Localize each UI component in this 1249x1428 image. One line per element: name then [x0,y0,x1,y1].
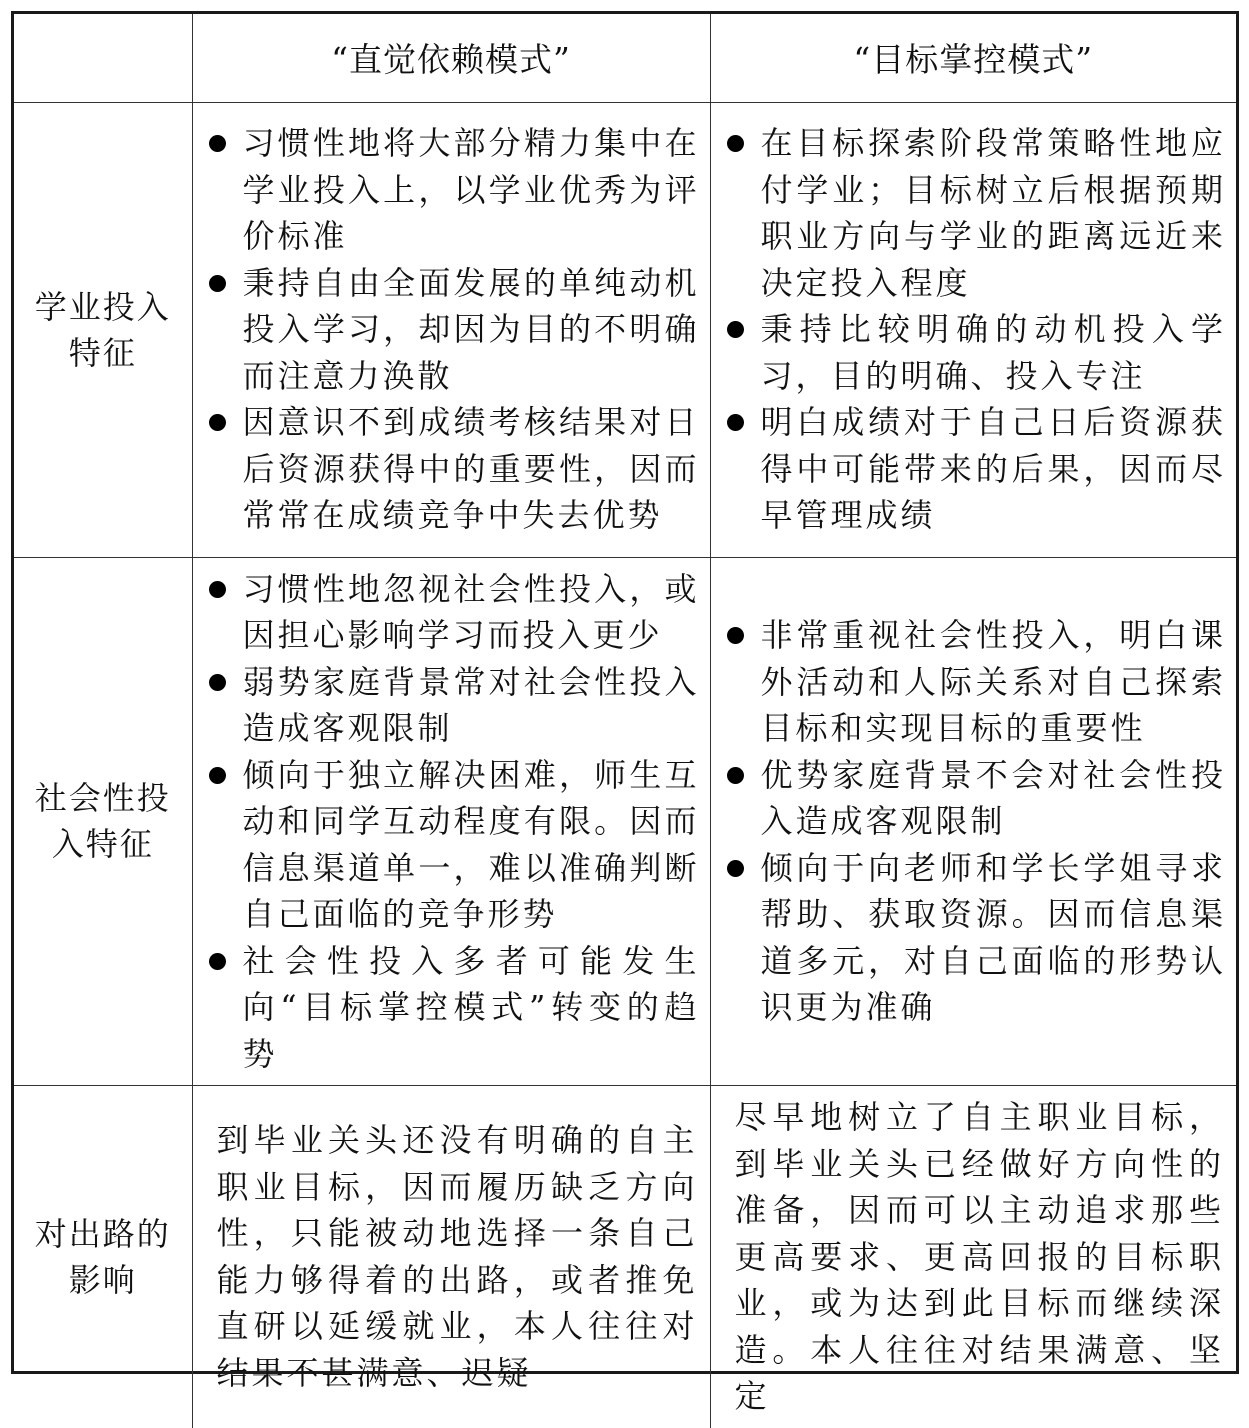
cell-social-goal [710,557,1236,1086]
bullet-icon [209,275,226,292]
list-item: 非常重视社会性投入，明白课外活动和人际关系对自己探索目标和实现目标的重要性 [723,612,1227,752]
list-item: 明白成绩对于自己日后资源获得中可能带来的后果，因而尽早管理成绩 [723,399,1227,539]
list-item: 习惯性地将大部分精力集中在学业投入上，以学业优秀为评价标准 [205,120,700,260]
cell-academic-goal [710,102,1236,557]
list-item: 秉持自由全面发展的单纯动机投入学习，却因为目的不明确而注意力涣散 [205,260,700,400]
bullet-icon [727,414,744,431]
list-item: 秉持比较明确的动机投入学习，目的明确、投入专注 [723,306,1227,399]
bullet-icon [727,860,744,877]
bullet-icon [727,135,744,152]
list-item: 因意识不到成绩考核结果对日后资源获得中的重要性，因而常常在成绩竞争中失去优势 [205,399,700,539]
row-label-academic: 学业投入 特征 [14,102,192,557]
row-career-outcome [14,1086,1236,1428]
row-label-outcome: 对出路的 影响 [14,1086,192,1428]
bullet-icon [209,414,226,431]
bullet-icon [209,581,226,598]
list-item: 习惯性地忽视社会性投入，或因担心影响学习而投入更少 [205,566,700,659]
bullet-icon [209,135,226,152]
cell-outcome-intuitive: 到毕业关头还没有明确的自主职业目标，因而履历缺乏方向性，只能被动地选择一条自己能力够得着的出路，或者推免直研以延缓就业，本人往往对结果不甚满意、迟疑 [192,1086,710,1428]
row-label-social: 社会性投 入特征 [14,557,192,1086]
comparison-table-frame [11,11,1239,1415]
list-item: 倾向于独立解决困难，师生互动和同学互动程度有限。因而信息渠道单一，难以准确判断自己面临的竞争形势 [205,752,700,938]
row-social-investment [14,557,1236,1086]
header-intuitive-mode: “直觉依赖模式” [192,14,710,102]
cell-social-intuitive [192,557,710,1086]
bullet-icon [727,321,744,338]
bullet-icon [209,674,226,691]
bullet-icon [727,627,744,644]
cell-outcome-goal: 尽早地树立了自主职业目标，到毕业关头已经做好方向性的准备，因而可以主动追求那些更高要求、更高回报的目标职业，或为达到此目标而继续深造。本人往往对结果满意、坚定 [710,1086,1236,1428]
comparison-table [14,14,1236,1428]
list-item: 弱势家庭背景常对社会性投入造成客观限制 [205,659,700,752]
header-empty-cell [14,14,192,102]
row-academic-investment [14,102,1236,557]
bullet-icon [209,767,226,784]
bullet-icon [727,767,744,784]
cell-academic-intuitive [192,102,710,557]
list-item: 在目标探索阶段常策略性地应付学业；目标树立后根据预期职业方向与学业的距离远近来决定投入程度 [723,120,1227,306]
bullet-icon [209,953,226,970]
header-row [14,14,1236,102]
header-goal-mode: “目标掌控模式” [710,14,1236,102]
list-item: 社会性投入多者可能发生向“目标掌控模式”转变的趋势 [205,938,700,1078]
list-item: 倾向于向老师和学长学姐寻求帮助、获取资源。因而信息渠道多元，对自己面临的形势认识更为准确 [723,845,1227,1031]
list-item: 优势家庭背景不会对社会性投入造成客观限制 [723,752,1227,845]
